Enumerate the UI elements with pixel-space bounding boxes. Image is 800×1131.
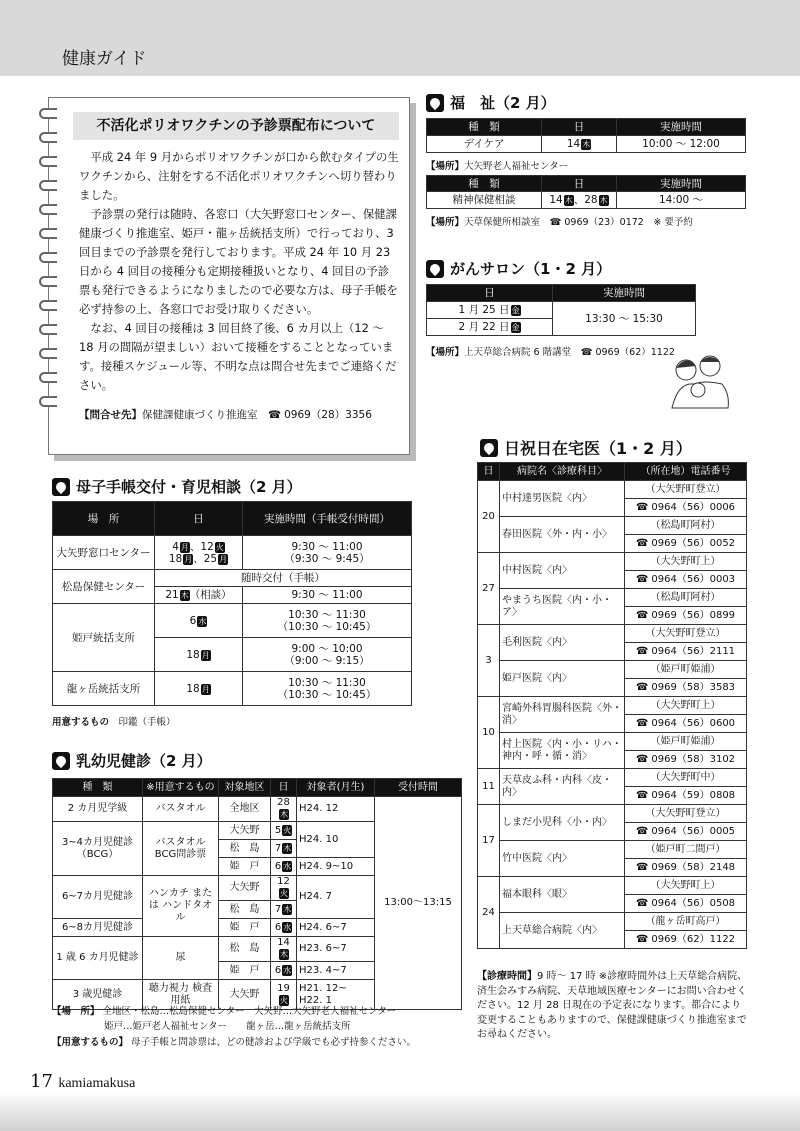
infant-place-2: 姫戸…姫戸老人福祉センター 龍ヶ岳…龍ヶ岳統括支所: [104, 1021, 351, 1032]
pen-icon: [52, 478, 70, 496]
clinic-location: （大矢野町中）: [625, 769, 747, 787]
baby-icon: [52, 752, 70, 770]
clinic-phone: ☎ 0969（62）1122: [625, 931, 747, 949]
welfare-place-2: 【場所】天草保健所相談室 ☎ 0969（23）0172 ※ 要予約: [426, 214, 693, 228]
clinic-location: （大矢野町上）: [625, 553, 747, 571]
clinic-location: （龍ヶ岳町高戸）: [625, 913, 747, 931]
polio-body: [79, 148, 399, 395]
clinic-phone: ☎ 0964（56）0003: [625, 571, 747, 589]
holiday-day: 20: [478, 481, 500, 553]
clinic-location: （大矢野町上）: [625, 877, 747, 895]
holiday-day: 10: [478, 697, 500, 769]
polio-contact: 【問合せ先】保健課健康づくり推進室 ☎ 0969（28）3356: [79, 407, 372, 422]
clinic-name: 毛利医院〈内〉: [500, 625, 625, 661]
clinic-phone: ☎ 0964（56）0600: [625, 715, 747, 733]
clinic-name: 福本眼科〈眼〉: [500, 877, 625, 913]
clinic-name: 天草皮ふ科・内科〈皮・内〉: [500, 769, 625, 805]
binder-rings: [39, 108, 59, 420]
clinic-phone: ☎ 0969（58）3583: [625, 679, 747, 697]
clinic-location: （大矢野町上）: [625, 697, 747, 715]
infant-heading: 乳幼児健診（2 月）: [52, 750, 212, 771]
clinic-phone: ☎ 0964（56）0508: [625, 895, 747, 913]
clinic-phone: ☎ 0964（56）2111: [625, 643, 747, 661]
clinic-location: （大矢野町登立）: [625, 805, 747, 823]
polio-paragraph: 予診票の発行は随時、各窓口（大矢野窓口センター、保健課健康づくり推進室、姫戸・龍ヶ岳統括支所）で行っており、3 回目までの予診票を発行しております。平成 24 年 10 月 23 日から 4 回目の接種分も定期接種扱いとなり、4 回目の予診票も発行できるようになりましたので必要な方は、母子手帳を必ず持参の上、各窓口でお受け取りください。: [79, 207, 398, 316]
cancer-place: 【場所】上天草総合病院 6 階講堂 ☎ 0969（62）1122: [426, 344, 675, 358]
clinic-name: 村上医院〈内・小・リハ・神内・呼・循・消〉: [500, 733, 625, 769]
clinic-name: 中村達男医院〈内〉: [500, 481, 625, 517]
holiday-day: 17: [478, 805, 500, 877]
welfare-table-1: 種 類 日 実施時間 デイケア 14 木 10:00 ～ 12:00: [426, 118, 746, 153]
polio-title: 不活化ポリオワクチンの予診票配布について: [73, 112, 399, 140]
polio-notice: [48, 97, 410, 455]
clinic-location: （姫戸町姫浦）: [625, 661, 747, 679]
welfare-table-2: 種 類 日 実施時間 精神保健相談 14 木、28 木 14:00 ～: [426, 175, 746, 209]
clinic-phone: ☎ 0969（58）2148: [625, 859, 747, 877]
clinic-location: （松島町阿村）: [625, 589, 747, 607]
holiday-day: 3: [478, 625, 500, 697]
clinic-location: （大矢野町登立）: [625, 481, 747, 499]
clinic-name: 中村医院〈内〉: [500, 553, 625, 589]
clinic-phone: ☎ 0964（56）0006: [625, 499, 747, 517]
clinic-name: 宮崎外科胃腸科医院〈外・消〉: [500, 697, 625, 733]
maternal-table: 場 所 日 実施時間（手帳受付時間） 大矢野窓口センター 4 月、12 火 18 月、25 月 9:30 ～ 11:00 （9:30 ～ 9:45） 松島保健センター 随時交付（手帳） 21 木（相談） 9:30 ～ 11:00 姫戸統括支所 6 水 10:30 ～ 11:30 （10:30 ～ 10:45） 18 月 9:00 ～ 10:00 （9:00 ～ 9:15） 龍ヶ岳統括支所 18 月 10:30 ～ 11:30 （10:30 ～ 10:45）: [52, 501, 412, 706]
clinic-name: 姫戸医院〈内〉: [500, 661, 625, 697]
clinic-phone: ☎ 0969（56）0899: [625, 607, 747, 625]
clinic-name: 春田医院〈外・内・小〉: [500, 517, 625, 553]
polio-paragraph: なお、4 回目の接種は 3 回目終了後、6 カ月以上（12 ～ 18 月の間隔が望ましい）おいて接種をすることとなっています。接種スケジュール等、不明な点は問合せ先までご連絡ください。: [79, 321, 397, 392]
heart-icon: [426, 94, 444, 112]
clinic-location: （大矢野町登立）: [625, 625, 747, 643]
clinic-name: 竹中医院〈内〉: [500, 841, 625, 877]
maternal-heading: 母子手帳交付・育児相談（2 月）: [52, 476, 302, 497]
cancer-table: 日 実施時間 1 月 25 日 金 13:30 ～ 15:30 2 月 22 日 金: [426, 284, 696, 336]
family-illustration: [664, 350, 734, 410]
polio-paragraph: 平成 24 年 9 月からポリオワクチンが口から飲むタイプの生ワクチンから、注射をする不活化ポリオワクチンへ切り替わりました。: [79, 150, 399, 202]
heart-icon: [426, 260, 444, 278]
holiday-heading: 日祝日在宅医（1・2 月）: [480, 436, 692, 459]
welfare-heading: 福 祉（2 月）: [426, 92, 556, 113]
clinic-location: （姫戸町二間戸）: [625, 841, 747, 859]
holiday-day: 11: [478, 769, 500, 805]
clinic-phone: ☎ 0964（56）0005: [625, 823, 747, 841]
welfare-place-1: 【場所】大矢野老人福祉センター: [426, 161, 569, 172]
infant-bring: 【用意するもの】 母子手帳と問診票は、どの健診および学級でも必ず持参ください。: [52, 1037, 417, 1048]
clinic-phone: ☎ 0969（56）0052: [625, 535, 747, 553]
clinic-phone: ☎ 0964（59）0808: [625, 787, 747, 805]
clinic-name: しまだ小児科〈小・内〉: [500, 805, 625, 841]
holiday-table: 日 病院名〈診療科目〉 （所在地）電話番号 20 中村達男医院〈内〉 （大矢野町登立） ☎ 0964（56）0006 春田医院〈外・内・小〉 （松島町阿村） ☎ 0969（56）0052 27 中村医院〈内〉 （大矢野町上） ☎ 0964（56）0003 やまうち医院〈内・小・ア〉 （松島町阿村） ☎ 0969（56）0899 3 毛利医院〈内〉 （大矢野町登立） ☎ 0964（56）2111 姫戸医院〈内〉 （姫戸町姫浦） ☎ 0969（58）3583 10 宮崎外科胃腸科医院〈外・消〉 （大矢野町上） ☎ 0964（56）0600 村上医院〈内・小・リハ・神内・呼・循・消〉 （姫戸町姫浦） ☎ 0969（58）3102 11 天草皮ふ科・内科〈皮・内〉 （大矢野町中） ☎ 0964（59）0808 17 しまだ小児科〈小・内〉 （大矢野町登立） ☎ 0964（56）0005 竹中医院〈内〉 （姫戸町二間戸） ☎ 0969（58）2148 24 福本眼科〈眼〉 （大矢野町上） ☎ 0964（56）0508 上天草総合病院〈内〉 （龍ヶ岳町高戸） ☎ 0969（62）1122: [477, 462, 747, 949]
section-title: 健康ガイド: [62, 49, 147, 69]
maternal-bring: 用意するもの 印鑑（手帳）: [52, 717, 176, 728]
page-footer: [0, 1092, 800, 1131]
clinic-location: （松島町阿村）: [625, 517, 747, 535]
page-header: [0, 0, 800, 76]
medical-cross-icon: [480, 439, 498, 457]
holiday-day: 27: [478, 553, 500, 625]
cancer-heading: がんサロン（1・2 月）: [426, 258, 611, 279]
clinic-phone: ☎ 0969（58）3102: [625, 751, 747, 769]
clinic-name: 上天草総合病院〈内〉: [500, 913, 625, 949]
page-number: 17 kamiamakusa: [30, 1071, 136, 1092]
infant-place: 【場 所】 全地区・松島…松島保健センター 大矢野…大矢野老人福祉センター: [52, 1006, 397, 1017]
clinic-location: （姫戸町姫浦）: [625, 733, 747, 751]
clinic-name: やまうち医院〈内・小・ア〉: [500, 589, 625, 625]
holiday-note: 【診療時間】9 時～ 17 時 ※診療時間外は上天草総合病院、済生会みすみ病院、天草地域医療センターにお問い合わせください。12 月 28 日現在の予定表になります。都合により変更することもありますので、保健課健康づくり推進室までお尋ねください。: [477, 971, 748, 1040]
infant-table: 種 類 ※用意するもの 対象地区 日 対象者(月生) 受付時間 2 カ月児学級 バスタオル 全地区 28木 H24. 12 13:00～13:15 3~4カ月児健診（BCG） バスタオル BCG問診票 大矢野 5 火 H24. 10 松 島 7 木 姫 戸 6 水 H24. 9~10 6~7カ月児健診 ハンカチ または ハンドタオル 大矢野 12火 H24. 7 松 島 7 木 6~8カ月児健診 姫 戸 6 水 H24. 6~7 1 歳 6 カ月児健診 尿 松 島 14木 H23. 6~7 姫 戸 6 水 H23. 4~7 3 歳児健診 聴力視力 検査用紙 大矢野 19火 H21. 12~ H22. 1: [52, 778, 462, 1010]
holiday-day: 24: [478, 877, 500, 949]
